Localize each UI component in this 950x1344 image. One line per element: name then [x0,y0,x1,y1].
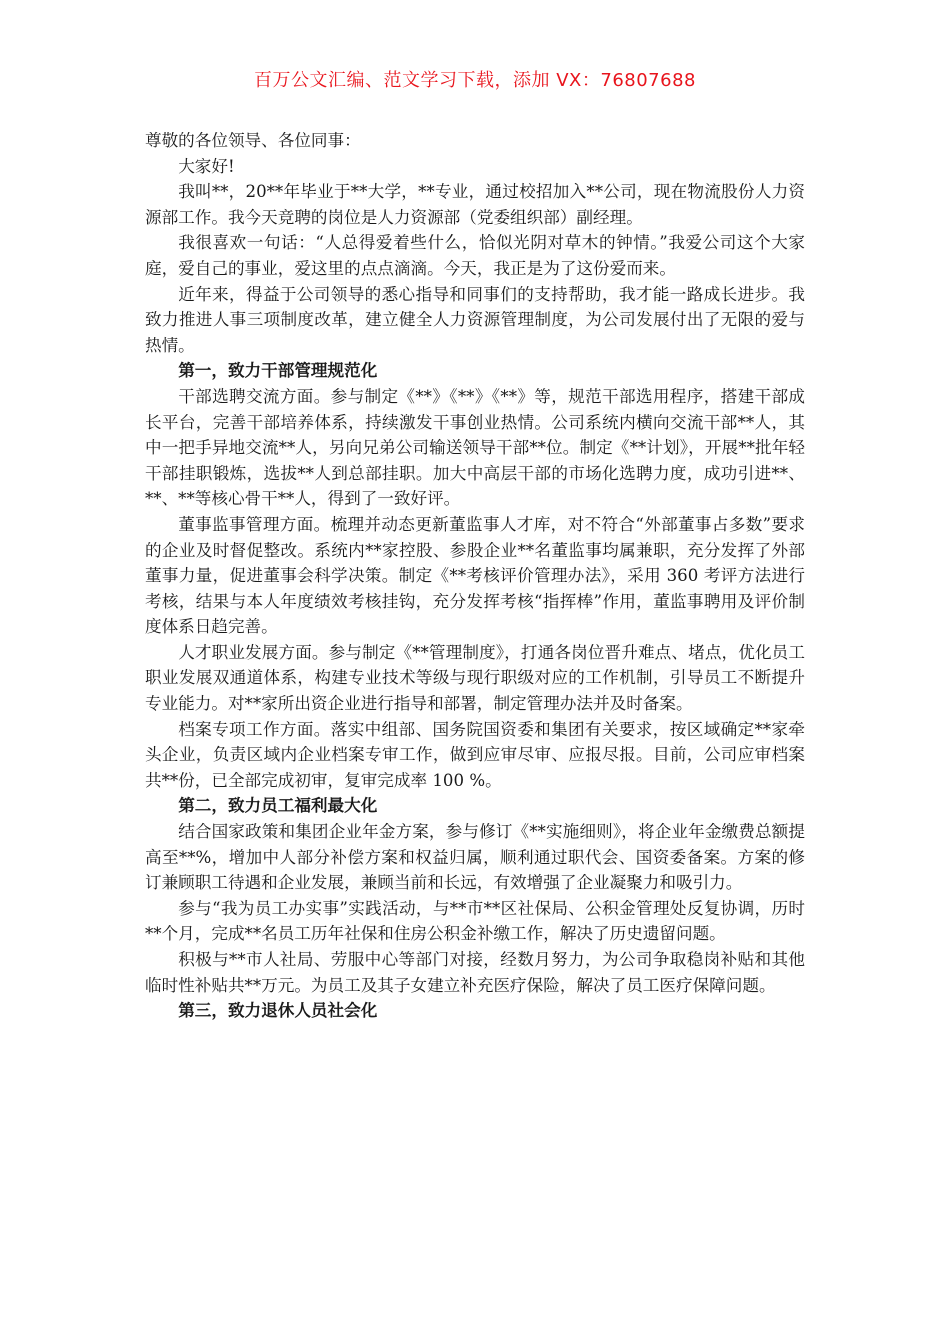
paragraph-quote: 我很喜欢一句话：“人总得爱着些什么，恰似光阴对草木的钟情。”我爱公司这个大家庭，爱自己的事业，爱这里的点点滴滴。今天，我正是为了这份爱而来。 [145,233,805,278]
paragraph-social-security: 参与“我为员工办实事”实践活动，与**市**区社保局、公积金管理处反复协调，历时**个月，完成**名员工历年社保和住房公积金补缴工作，解决了历史遗留问题。 [145,898,805,944]
paragraph-intro: 我叫**，20**年毕业于**大学，**专业，通过校招加入**公司，现在物流股份人力资源部工作。我今天竞聘的岗位是人力资源部（党委组织部）副经理。 [145,182,805,227]
watermark-header: 百万公文汇编、范文学习下载，添加 VX：76807688 [254,70,696,91]
section-heading-1: 第一，致力干部管理规范化 [178,360,378,381]
section-heading-2: 第二，致力员工福利最大化 [178,795,378,816]
paragraph-archives: 档案专项工作方面。落实中组部、国务院国资委和集团有关要求，按区域确定**家牵头企业，负责区域内企业档案专审工作，做到应审尽审、应报尽报。目前，公司应审档案共**份，已全部完成初审，复审完成率 100 %。 [145,719,805,790]
section-heading-3: 第三，致力退休人员社会化 [178,1000,378,1021]
paragraph-annuity: 结合国家政策和集团企业年金方案，参与修订《**实施细则》，将企业年金缴费总额提高至**%，增加中人部分补偿方案和权益归属，顺利通过职代会、国资委备案。方案的修订兼顾职工待遇和企业发展，兼顾当前和长远，有效增强了企业凝聚力和吸引力。 [145,822,805,893]
paragraph-subsidies: 积极与**市人社局、劳服中心等部门对接，经数月努力，为公司争取稳岗补贴和其他临时性补贴共**万元。为员工及其子女建立补充医疗保险，解决了员工医疗保障问题。 [145,950,805,995]
document-body [145,128,805,1024]
paragraph-overview: 近年来，得益于公司领导的悉心指导和同事们的支持帮助，我才能一路成长进步。我致力推进人事三项制度改革，建立健全人力资源管理制度，为公司发展付出了无限的爱与热情。 [145,284,805,355]
paragraph-career-development: 人才职业发展方面。参与制定《**管理制度》，打通各岗位晋升难点、堵点，优化员工职业发展双通道体系，构建专业技术等级与现行职级对应的工作机制，引导员工不断提升专业能力。对**家所出资企业进行指导和部署，制定管理办法并及时备案。 [145,642,805,714]
paragraph-cadre-selection: 干部选聘交流方面。参与制定《**》《**》《**》等，规范干部选用程序，搭建干部成长平台，完善干部培养体系，持续激发干事创业热情。公司系统内横向交流干部**人，其中一把手异地交流**人，另向兄弟公司输送领导干部**位。制定《**计划》，开展**批年轻干部挂职锻炼，选拔**人到总部挂职。加大中高层干部的市场化选聘力度，成功引进**、**、**等核心骨干**人，得到了一致好评。 [145,386,805,509]
salutation: 尊敬的各位领导、各位同事： [145,131,361,150]
greeting: 大家好! [178,156,235,176]
paragraph-board-management: 董事监事管理方面。梳理并动态更新董监事人才库，对不符合“外部董事占多数”要求的企业及时督促整改。系统内**家控股、参股企业**名董监事均属兼职，充分发挥了外部董事力量，促进董事会科学决策。制定《**考核评价管理办法》，采用 360 考评方法进行考核，结果与本人年度绩效考核挂钩，充分发挥考核“指挥棒”作用，董监事聘用及评价制度体系日趋完善。 [145,514,805,637]
